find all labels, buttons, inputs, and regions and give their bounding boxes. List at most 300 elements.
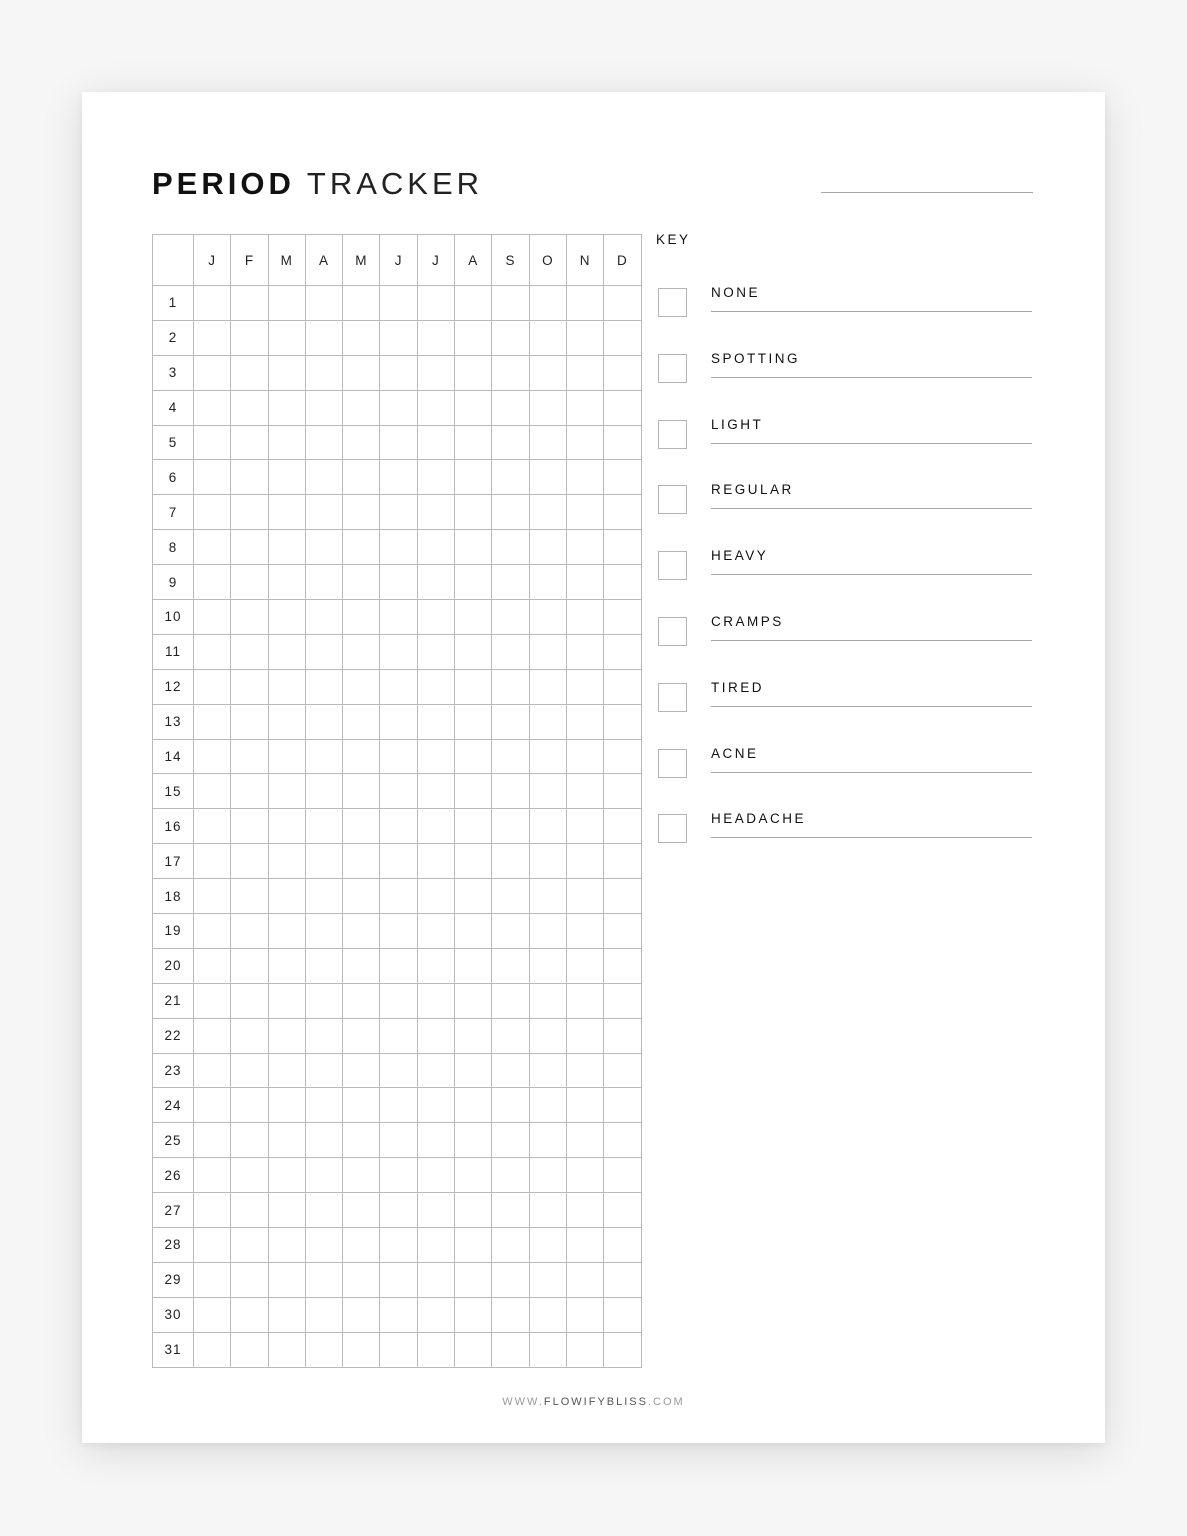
tracker-cell[interactable] xyxy=(343,320,380,355)
tracker-cell[interactable] xyxy=(417,460,454,495)
tracker-cell[interactable] xyxy=(417,1262,454,1297)
key-color-box[interactable] xyxy=(658,683,687,712)
tracker-cell[interactable] xyxy=(492,530,529,565)
tracker-cell[interactable] xyxy=(343,879,380,914)
tracker-cell[interactable] xyxy=(417,530,454,565)
tracker-cell[interactable] xyxy=(231,669,268,704)
tracker-cell[interactable] xyxy=(380,1262,417,1297)
tracker-cell[interactable] xyxy=(343,565,380,600)
tracker-cell[interactable] xyxy=(343,774,380,809)
tracker-cell[interactable] xyxy=(455,1297,492,1332)
tracker-cell[interactable] xyxy=(268,320,305,355)
tracker-cell[interactable] xyxy=(194,1158,231,1193)
tracker-cell[interactable] xyxy=(529,565,566,600)
tracker-cell[interactable] xyxy=(529,1228,566,1263)
tracker-cell[interactable] xyxy=(417,1053,454,1088)
tracker-cell[interactable] xyxy=(231,914,268,949)
tracker-cell[interactable] xyxy=(194,1297,231,1332)
tracker-cell[interactable] xyxy=(455,1228,492,1263)
tracker-cell[interactable] xyxy=(305,774,342,809)
tracker-cell[interactable] xyxy=(305,983,342,1018)
tracker-cell[interactable] xyxy=(604,460,641,495)
tracker-cell[interactable] xyxy=(529,390,566,425)
tracker-cell[interactable] xyxy=(194,704,231,739)
tracker-cell[interactable] xyxy=(492,390,529,425)
key-write-line[interactable] xyxy=(711,311,1032,312)
tracker-cell[interactable] xyxy=(305,1332,342,1367)
tracker-cell[interactable] xyxy=(492,669,529,704)
tracker-cell[interactable] xyxy=(380,948,417,983)
tracker-cell[interactable] xyxy=(604,1088,641,1123)
key-color-box[interactable] xyxy=(658,551,687,580)
tracker-cell[interactable] xyxy=(455,460,492,495)
key-write-line[interactable] xyxy=(711,640,1032,641)
tracker-cell[interactable] xyxy=(231,460,268,495)
tracker-cell[interactable] xyxy=(566,320,603,355)
tracker-cell[interactable] xyxy=(566,1332,603,1367)
tracker-cell[interactable] xyxy=(529,1088,566,1123)
tracker-cell[interactable] xyxy=(194,1088,231,1123)
key-color-box[interactable] xyxy=(658,749,687,778)
tracker-cell[interactable] xyxy=(268,1332,305,1367)
tracker-cell[interactable] xyxy=(305,390,342,425)
key-color-box[interactable] xyxy=(658,617,687,646)
tracker-cell[interactable] xyxy=(231,425,268,460)
tracker-cell[interactable] xyxy=(231,983,268,1018)
tracker-cell[interactable] xyxy=(604,530,641,565)
tracker-cell[interactable] xyxy=(417,390,454,425)
tracker-cell[interactable] xyxy=(455,1053,492,1088)
tracker-cell[interactable] xyxy=(231,1332,268,1367)
tracker-cell[interactable] xyxy=(305,425,342,460)
tracker-cell[interactable] xyxy=(343,425,380,460)
tracker-cell[interactable] xyxy=(417,495,454,530)
tracker-cell[interactable] xyxy=(231,844,268,879)
tracker-cell[interactable] xyxy=(380,983,417,1018)
tracker-cell[interactable] xyxy=(268,809,305,844)
tracker-cell[interactable] xyxy=(492,983,529,1018)
tracker-cell[interactable] xyxy=(566,565,603,600)
tracker-cell[interactable] xyxy=(492,600,529,635)
key-color-box[interactable] xyxy=(658,814,687,843)
tracker-cell[interactable] xyxy=(305,704,342,739)
tracker-cell[interactable] xyxy=(529,1018,566,1053)
tracker-cell[interactable] xyxy=(529,774,566,809)
tracker-cell[interactable] xyxy=(604,844,641,879)
tracker-cell[interactable] xyxy=(529,1053,566,1088)
tracker-cell[interactable] xyxy=(305,1158,342,1193)
tracker-cell[interactable] xyxy=(231,1018,268,1053)
tracker-cell[interactable] xyxy=(231,320,268,355)
tracker-cell[interactable] xyxy=(380,600,417,635)
tracker-cell[interactable] xyxy=(268,1228,305,1263)
tracker-cell[interactable] xyxy=(492,1297,529,1332)
tracker-cell[interactable] xyxy=(417,600,454,635)
tracker-cell[interactable] xyxy=(194,948,231,983)
tracker-cell[interactable] xyxy=(492,1123,529,1158)
tracker-cell[interactable] xyxy=(529,879,566,914)
tracker-cell[interactable] xyxy=(343,1228,380,1263)
tracker-cell[interactable] xyxy=(492,1158,529,1193)
tracker-cell[interactable] xyxy=(529,1297,566,1332)
tracker-cell[interactable] xyxy=(194,739,231,774)
tracker-cell[interactable] xyxy=(305,948,342,983)
tracker-cell[interactable] xyxy=(417,739,454,774)
tracker-cell[interactable] xyxy=(380,669,417,704)
tracker-cell[interactable] xyxy=(194,1193,231,1228)
tracker-cell[interactable] xyxy=(380,1053,417,1088)
tracker-cell[interactable] xyxy=(604,495,641,530)
tracker-cell[interactable] xyxy=(566,495,603,530)
tracker-cell[interactable] xyxy=(268,879,305,914)
tracker-cell[interactable] xyxy=(305,355,342,390)
tracker-cell[interactable] xyxy=(194,844,231,879)
tracker-cell[interactable] xyxy=(268,565,305,600)
tracker-cell[interactable] xyxy=(455,600,492,635)
tracker-cell[interactable] xyxy=(566,879,603,914)
tracker-cell[interactable] xyxy=(231,1158,268,1193)
tracker-cell[interactable] xyxy=(566,286,603,321)
tracker-cell[interactable] xyxy=(455,1088,492,1123)
tracker-cell[interactable] xyxy=(194,600,231,635)
tracker-cell[interactable] xyxy=(380,1088,417,1123)
tracker-cell[interactable] xyxy=(455,565,492,600)
tracker-cell[interactable] xyxy=(492,634,529,669)
tracker-cell[interactable] xyxy=(268,495,305,530)
tracker-cell[interactable] xyxy=(566,1158,603,1193)
tracker-cell[interactable] xyxy=(566,390,603,425)
tracker-cell[interactable] xyxy=(305,879,342,914)
tracker-cell[interactable] xyxy=(566,1053,603,1088)
tracker-cell[interactable] xyxy=(455,879,492,914)
tracker-cell[interactable] xyxy=(492,844,529,879)
tracker-cell[interactable] xyxy=(380,1158,417,1193)
tracker-cell[interactable] xyxy=(231,530,268,565)
tracker-cell[interactable] xyxy=(604,948,641,983)
tracker-cell[interactable] xyxy=(380,390,417,425)
tracker-cell[interactable] xyxy=(268,1123,305,1158)
tracker-cell[interactable] xyxy=(417,983,454,1018)
tracker-cell[interactable] xyxy=(455,1018,492,1053)
tracker-cell[interactable] xyxy=(231,286,268,321)
tracker-cell[interactable] xyxy=(343,704,380,739)
tracker-cell[interactable] xyxy=(417,1332,454,1367)
tracker-cell[interactable] xyxy=(604,565,641,600)
tracker-cell[interactable] xyxy=(529,320,566,355)
tracker-cell[interactable] xyxy=(343,1262,380,1297)
tracker-cell[interactable] xyxy=(417,669,454,704)
tracker-cell[interactable] xyxy=(268,1088,305,1123)
tracker-cell[interactable] xyxy=(604,390,641,425)
tracker-cell[interactable] xyxy=(417,320,454,355)
tracker-cell[interactable] xyxy=(566,948,603,983)
tracker-cell[interactable] xyxy=(417,704,454,739)
tracker-cell[interactable] xyxy=(529,948,566,983)
tracker-cell[interactable] xyxy=(492,1332,529,1367)
tracker-cell[interactable] xyxy=(194,879,231,914)
tracker-cell[interactable] xyxy=(380,1123,417,1158)
tracker-cell[interactable] xyxy=(529,1262,566,1297)
tracker-cell[interactable] xyxy=(194,565,231,600)
tracker-cell[interactable] xyxy=(231,704,268,739)
tracker-cell[interactable] xyxy=(566,530,603,565)
tracker-cell[interactable] xyxy=(268,669,305,704)
tracker-cell[interactable] xyxy=(305,1053,342,1088)
tracker-cell[interactable] xyxy=(604,1018,641,1053)
tracker-cell[interactable] xyxy=(231,1123,268,1158)
key-color-box[interactable] xyxy=(658,354,687,383)
tracker-cell[interactable] xyxy=(305,1193,342,1228)
tracker-cell[interactable] xyxy=(529,704,566,739)
tracker-cell[interactable] xyxy=(380,1297,417,1332)
tracker-cell[interactable] xyxy=(268,1193,305,1228)
tracker-cell[interactable] xyxy=(604,879,641,914)
tracker-cell[interactable] xyxy=(231,948,268,983)
tracker-cell[interactable] xyxy=(268,739,305,774)
tracker-cell[interactable] xyxy=(305,1088,342,1123)
tracker-cell[interactable] xyxy=(566,460,603,495)
tracker-cell[interactable] xyxy=(194,460,231,495)
tracker-cell[interactable] xyxy=(305,809,342,844)
tracker-cell[interactable] xyxy=(305,914,342,949)
tracker-cell[interactable] xyxy=(380,844,417,879)
tracker-cell[interactable] xyxy=(455,704,492,739)
tracker-cell[interactable] xyxy=(455,530,492,565)
tracker-cell[interactable] xyxy=(380,1332,417,1367)
tracker-cell[interactable] xyxy=(455,1332,492,1367)
tracker-cell[interactable] xyxy=(417,1123,454,1158)
tracker-cell[interactable] xyxy=(492,739,529,774)
tracker-cell[interactable] xyxy=(604,355,641,390)
tracker-cell[interactable] xyxy=(343,1297,380,1332)
tracker-cell[interactable] xyxy=(492,286,529,321)
tracker-cell[interactable] xyxy=(417,1297,454,1332)
tracker-cell[interactable] xyxy=(343,1123,380,1158)
tracker-cell[interactable] xyxy=(529,425,566,460)
tracker-cell[interactable] xyxy=(455,495,492,530)
tracker-cell[interactable] xyxy=(231,774,268,809)
tracker-cell[interactable] xyxy=(380,1018,417,1053)
tracker-cell[interactable] xyxy=(194,530,231,565)
tracker-cell[interactable] xyxy=(417,634,454,669)
tracker-cell[interactable] xyxy=(566,1262,603,1297)
tracker-cell[interactable] xyxy=(492,495,529,530)
tracker-cell[interactable] xyxy=(455,1158,492,1193)
tracker-cell[interactable] xyxy=(343,669,380,704)
tracker-cell[interactable] xyxy=(417,774,454,809)
tracker-cell[interactable] xyxy=(194,809,231,844)
tracker-cell[interactable] xyxy=(417,948,454,983)
tracker-cell[interactable] xyxy=(231,1088,268,1123)
tracker-cell[interactable] xyxy=(268,774,305,809)
tracker-cell[interactable] xyxy=(417,286,454,321)
key-write-line[interactable] xyxy=(711,377,1032,378)
tracker-cell[interactable] xyxy=(268,844,305,879)
tracker-cell[interactable] xyxy=(194,1018,231,1053)
tracker-cell[interactable] xyxy=(417,1193,454,1228)
tracker-cell[interactable] xyxy=(194,1332,231,1367)
tracker-cell[interactable] xyxy=(492,879,529,914)
tracker-cell[interactable] xyxy=(343,1158,380,1193)
tracker-cell[interactable] xyxy=(380,774,417,809)
tracker-cell[interactable] xyxy=(380,355,417,390)
tracker-cell[interactable] xyxy=(529,530,566,565)
tracker-cell[interactable] xyxy=(604,914,641,949)
tracker-cell[interactable] xyxy=(380,809,417,844)
tracker-cell[interactable] xyxy=(529,1193,566,1228)
tracker-cell[interactable] xyxy=(194,286,231,321)
tracker-cell[interactable] xyxy=(268,286,305,321)
tracker-cell[interactable] xyxy=(194,1228,231,1263)
tracker-cell[interactable] xyxy=(529,286,566,321)
tracker-cell[interactable] xyxy=(455,1262,492,1297)
tracker-cell[interactable] xyxy=(417,809,454,844)
tracker-cell[interactable] xyxy=(566,739,603,774)
tracker-cell[interactable] xyxy=(194,390,231,425)
tracker-cell[interactable] xyxy=(343,530,380,565)
tracker-cell[interactable] xyxy=(566,704,603,739)
tracker-cell[interactable] xyxy=(194,320,231,355)
tracker-cell[interactable] xyxy=(566,669,603,704)
tracker-cell[interactable] xyxy=(380,879,417,914)
tracker-cell[interactable] xyxy=(343,914,380,949)
tracker-cell[interactable] xyxy=(455,1193,492,1228)
tracker-cell[interactable] xyxy=(566,1088,603,1123)
tracker-cell[interactable] xyxy=(455,844,492,879)
tracker-cell[interactable] xyxy=(566,809,603,844)
tracker-cell[interactable] xyxy=(604,1262,641,1297)
tracker-cell[interactable] xyxy=(417,879,454,914)
tracker-cell[interactable] xyxy=(566,774,603,809)
tracker-cell[interactable] xyxy=(529,1123,566,1158)
tracker-cell[interactable] xyxy=(305,669,342,704)
tracker-cell[interactable] xyxy=(417,1018,454,1053)
tracker-cell[interactable] xyxy=(194,425,231,460)
tracker-cell[interactable] xyxy=(604,1297,641,1332)
tracker-cell[interactable] xyxy=(343,1332,380,1367)
tracker-cell[interactable] xyxy=(268,983,305,1018)
tracker-cell[interactable] xyxy=(417,1088,454,1123)
tracker-cell[interactable] xyxy=(455,286,492,321)
tracker-cell[interactable] xyxy=(529,983,566,1018)
tracker-cell[interactable] xyxy=(268,355,305,390)
tracker-cell[interactable] xyxy=(268,390,305,425)
tracker-cell[interactable] xyxy=(604,1053,641,1088)
tracker-cell[interactable] xyxy=(268,425,305,460)
tracker-cell[interactable] xyxy=(604,669,641,704)
tracker-cell[interactable] xyxy=(305,1123,342,1158)
tracker-cell[interactable] xyxy=(566,844,603,879)
tracker-cell[interactable] xyxy=(492,1088,529,1123)
tracker-cell[interactable] xyxy=(455,355,492,390)
tracker-cell[interactable] xyxy=(343,1018,380,1053)
tracker-cell[interactable] xyxy=(380,530,417,565)
tracker-cell[interactable] xyxy=(305,1228,342,1263)
tracker-cell[interactable] xyxy=(417,844,454,879)
tracker-cell[interactable] xyxy=(194,1053,231,1088)
tracker-cell[interactable] xyxy=(231,390,268,425)
tracker-cell[interactable] xyxy=(492,704,529,739)
tracker-cell[interactable] xyxy=(268,704,305,739)
tracker-cell[interactable] xyxy=(268,634,305,669)
tracker-cell[interactable] xyxy=(417,1228,454,1263)
tracker-cell[interactable] xyxy=(604,320,641,355)
tracker-cell[interactable] xyxy=(343,634,380,669)
tracker-cell[interactable] xyxy=(343,1193,380,1228)
tracker-cell[interactable] xyxy=(305,1297,342,1332)
tracker-cell[interactable] xyxy=(194,983,231,1018)
tracker-cell[interactable] xyxy=(492,948,529,983)
tracker-cell[interactable] xyxy=(529,914,566,949)
tracker-cell[interactable] xyxy=(268,600,305,635)
tracker-cell[interactable] xyxy=(604,1332,641,1367)
tracker-cell[interactable] xyxy=(343,983,380,1018)
tracker-cell[interactable] xyxy=(604,425,641,460)
tracker-cell[interactable] xyxy=(604,1158,641,1193)
tracker-cell[interactable] xyxy=(343,809,380,844)
tracker-cell[interactable] xyxy=(231,634,268,669)
key-write-line[interactable] xyxy=(711,706,1032,707)
tracker-cell[interactable] xyxy=(231,1262,268,1297)
tracker-cell[interactable] xyxy=(604,600,641,635)
tracker-cell[interactable] xyxy=(455,983,492,1018)
name-write-line[interactable] xyxy=(821,192,1033,193)
tracker-cell[interactable] xyxy=(529,495,566,530)
tracker-cell[interactable] xyxy=(604,1193,641,1228)
tracker-cell[interactable] xyxy=(492,809,529,844)
tracker-cell[interactable] xyxy=(194,774,231,809)
tracker-cell[interactable] xyxy=(194,495,231,530)
tracker-cell[interactable] xyxy=(194,634,231,669)
tracker-cell[interactable] xyxy=(380,914,417,949)
tracker-cell[interactable] xyxy=(566,600,603,635)
tracker-cell[interactable] xyxy=(268,1158,305,1193)
tracker-cell[interactable] xyxy=(492,425,529,460)
tracker-cell[interactable] xyxy=(529,355,566,390)
tracker-cell[interactable] xyxy=(455,390,492,425)
tracker-cell[interactable] xyxy=(231,565,268,600)
tracker-cell[interactable] xyxy=(455,1123,492,1158)
key-color-box[interactable] xyxy=(658,288,687,317)
key-color-box[interactable] xyxy=(658,420,687,449)
tracker-cell[interactable] xyxy=(305,320,342,355)
tracker-cell[interactable] xyxy=(417,565,454,600)
tracker-cell[interactable] xyxy=(231,1228,268,1263)
key-write-line[interactable] xyxy=(711,837,1032,838)
tracker-cell[interactable] xyxy=(268,530,305,565)
tracker-cell[interactable] xyxy=(268,914,305,949)
tracker-cell[interactable] xyxy=(305,1262,342,1297)
tracker-cell[interactable] xyxy=(343,1088,380,1123)
tracker-cell[interactable] xyxy=(417,425,454,460)
tracker-cell[interactable] xyxy=(417,914,454,949)
tracker-cell[interactable] xyxy=(566,1228,603,1263)
tracker-cell[interactable] xyxy=(604,1228,641,1263)
tracker-cell[interactable] xyxy=(566,355,603,390)
tracker-cell[interactable] xyxy=(380,1193,417,1228)
tracker-cell[interactable] xyxy=(492,355,529,390)
tracker-cell[interactable] xyxy=(455,809,492,844)
tracker-cell[interactable] xyxy=(305,530,342,565)
key-write-line[interactable] xyxy=(711,772,1032,773)
tracker-cell[interactable] xyxy=(604,286,641,321)
tracker-cell[interactable] xyxy=(455,739,492,774)
tracker-cell[interactable] xyxy=(194,669,231,704)
tracker-cell[interactable] xyxy=(305,565,342,600)
tracker-cell[interactable] xyxy=(566,1123,603,1158)
tracker-cell[interactable] xyxy=(604,774,641,809)
tracker-cell[interactable] xyxy=(492,1262,529,1297)
